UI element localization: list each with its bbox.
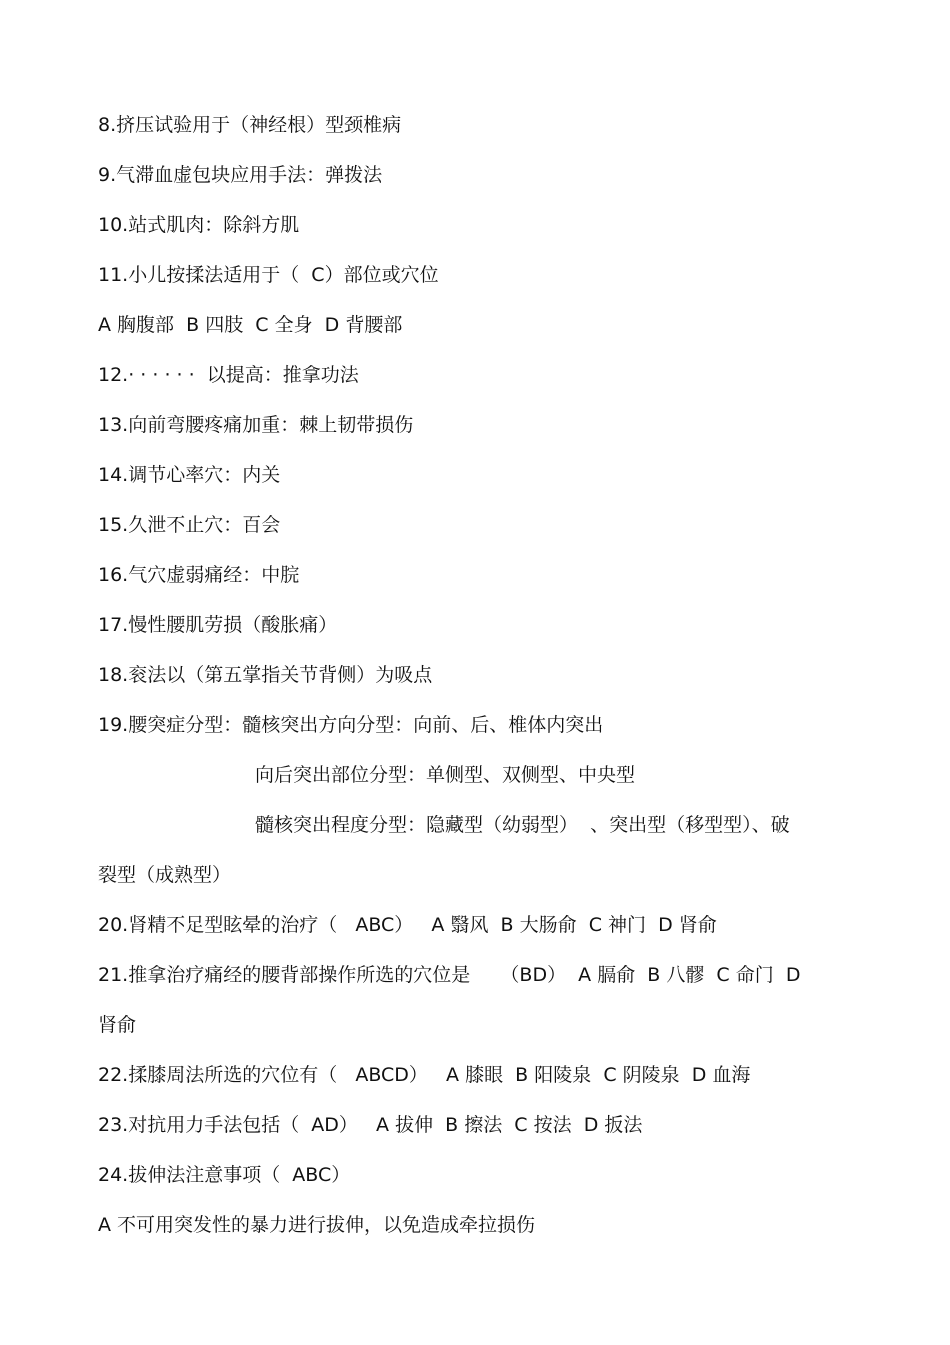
question-24: 24.拔伸法注意事项（ ABC） (98, 1164, 351, 1186)
question-18: 18.衮法以（第五掌指关节背侧）为吸点 (98, 664, 433, 686)
question-19: 19.腰突症分型：髓核突出方向分型：向前、后、椎体内突出 (98, 714, 604, 736)
question-19-part-2: 向后突出部位分型：单侧型、双侧型、中央型 (255, 764, 636, 786)
question-22: 22.揉膝周法所选的穴位有（ ABCD） A 膝眼 B 阳陵泉 C 阴陵泉 D 血海 (98, 1064, 751, 1086)
question-23: 23.对抗用力手法包括（ AD） A 拔伸 B 擦法 C 按法 D 扳法 (98, 1114, 643, 1136)
question-15: 15.久泄不止穴：百会 (98, 514, 281, 536)
question-19-part-3-continued: 裂型（成熟型） (98, 864, 232, 886)
question-12: 12.· · · · · · 以提高：推拿功法 (98, 364, 359, 386)
question-11-options: A 胸腹部 B 四肢 C 全身 D 背腰部 (98, 314, 403, 336)
question-21-continued: 肾俞 (98, 1014, 137, 1036)
question-17: 17.慢性腰肌劳损（酸胀痛） (98, 614, 338, 636)
question-13: 13.向前弯腰疼痛加重：棘上韧带损伤 (98, 414, 414, 436)
question-8: 8.挤压试验用于（神经根）型颈椎病 (98, 114, 402, 136)
question-16: 16.气穴虚弱痛经：中脘 (98, 564, 300, 586)
question-20: 20.肾精不足型眩晕的治疗（ ABC） A 翳风 B 大肠俞 C 神门 D 肾俞 (98, 914, 717, 936)
question-10: 10.站式肌肉：除斜方肌 (98, 214, 300, 236)
question-24-option-a: A 不可用突发性的暴力进行拔伸，以免造成牵拉损伤 (98, 1214, 536, 1236)
question-11: 11.小儿按揉法适用于（ C）部位或穴位 (98, 264, 439, 286)
question-19-part-3: 髓核突出程度分型：隐藏型（幼弱型） 、突出型（移型型）、破 (255, 814, 790, 836)
question-9: 9.气滞血虚包块应用手法：弹拨法 (98, 164, 383, 186)
question-14: 14.调节心率穴：内关 (98, 464, 281, 486)
question-21: 21.推拿治疗痛经的腰背部操作所选的穴位是 （BD） A 膈俞 B 八髎 C 命门 D (98, 964, 801, 986)
